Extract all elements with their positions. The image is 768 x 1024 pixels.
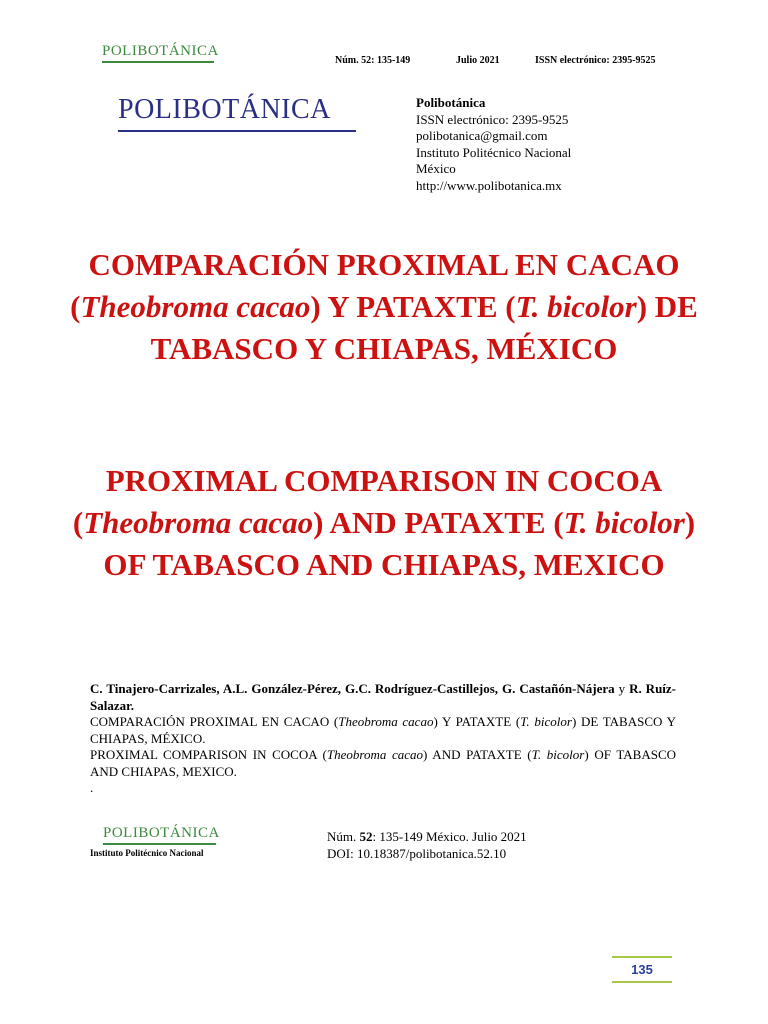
citation-block bbox=[90, 681, 676, 797]
journal-name: Polibotánica bbox=[416, 95, 486, 110]
issue-date: Julio 2021 bbox=[456, 55, 500, 66]
footer-institution: Instituto Politécnico Nacional bbox=[90, 848, 204, 858]
logo-underline bbox=[102, 61, 214, 63]
citation-title-english: PROXIMAL COMPARISON IN COCOA (Theobroma cacao) AND PATAXTE (T. bicolor) OF TABASCO AND CHIAPAS, MEXICO. bbox=[90, 747, 676, 779]
title-spanish: COMPARACIÓN PROXIMAL EN CACAO (Theobroma cacao) Y PATAXTE (T. bicolor) DE TABASCO Y CHIAPAS, MÉXICO bbox=[70, 247, 698, 366]
citation-title-spanish: COMPARACIÓN PROXIMAL EN CACAO (Theobroma cacao) Y PATAXTE (T. bicolor) DE TABASCO Y CHIAPAS, MÉXICO. bbox=[90, 714, 676, 746]
author-list: C. Tinajero-Carrizales, A.L. González-Pérez, G.C. Rodríguez-Castillejos, G. Castañón-Nájera y R. Ruíz-Salazar. bbox=[90, 681, 677, 713]
journal-logo: POLIBOTÁNICA bbox=[118, 94, 331, 125]
title-english: PROXIMAL COMPARISON IN COCOA (Theobroma cacao) AND PATAXTE (T. bicolor) OF TABASCO AND CHIAPAS, MEXICO bbox=[72, 463, 696, 582]
citation-dot: . bbox=[90, 780, 94, 795]
journal-contact-block bbox=[416, 95, 571, 194]
journal-institution: Instituto Politécnico Nacional bbox=[416, 144, 572, 160]
footer-issue-line: Núm. 52: 135-149 México. Julio 2021 bbox=[327, 829, 527, 844]
journal-email[interactable]: polibotanica@gmail.com bbox=[416, 128, 548, 143]
footer-issue-info bbox=[327, 829, 527, 862]
issue-number: Núm. 52: 135-149 bbox=[335, 55, 411, 66]
logo-underline bbox=[118, 130, 356, 132]
journal-issn: ISSN electrónico: 2395-9525 bbox=[416, 111, 569, 127]
issn-header: ISSN electrónico: 2395-9525 bbox=[535, 55, 656, 66]
journal-country: México bbox=[416, 161, 456, 176]
footer-doi[interactable]: DOI: 10.18387/polibotanica.52.10 bbox=[327, 845, 507, 861]
journal-logo-footer: POLIBOTÁNICA bbox=[103, 825, 220, 841]
journal-logo-small: POLIBOTÁNICA bbox=[102, 43, 219, 59]
logo-underline bbox=[103, 843, 216, 845]
page-number: 135 bbox=[612, 956, 672, 983]
journal-url[interactable]: http://www.polibotanica.mx bbox=[416, 177, 562, 193]
